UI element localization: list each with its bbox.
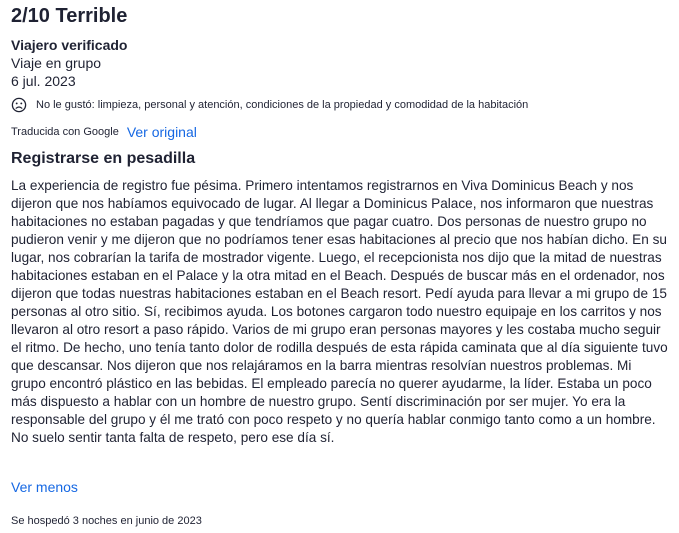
frown-face-icon (11, 97, 27, 113)
stay-info: Se hospedó 3 noches en junio de 2023 (11, 515, 202, 527)
dislike-text: No le gustó: limpieza, personal y atención, condiciones de la propiedad y comodidad de la habitación (36, 99, 529, 111)
translation-note: Traducida con Google (11, 126, 119, 138)
review-rating: 2/10 Terrible (11, 5, 128, 27)
dislike-summary (11, 96, 528, 114)
review-body: La experiencia de registro fue pésima. Primero intentamos registrarnos en Viva Dominicus Beach y nos dijeron que nos habíamos equivocado de lugar. Al llegar a Dominicus Palace, nos informaron que nuestras habitaciones no estaban pagadas y que tendríamos que pagar cuatro. Dos personas de nuestro grupo no pudieron venir y me dijeron que no podríamos tener esas habitaciones al precio que nos habían dicho. En su lugar, nos cobrarían la tarifa de mostrador vigente. Luego, el recepcionista nos dijo que la mitad de nuestras habitaciones estaban en el Palace y la otra mitad en el Beach. Después de buscar más en el ordenador, nos dijeron que todas nuestras habitaciones estaban en el Beach resort. Pedí ayuda para llevar a mi grupo de 15 personas al otro sitio. Sí, recibimos ayuda. Los botones cargaron todo nuestro equipaje en los carritos y nos llevaron al otro resort a paso rápido. Varios de mi grupo eran personas mayores y les costaba mucho seguir el ritmo. De hecho, uno tenía tanto dolor de rodilla después de esta rápida caminata que al día siguiente tuvo que descansar. Nos dijeron que nos relajáramos en la barra mientras resolvían nuestros problemas. Mi grupo encontró plástico en las bebidas. El empleado parecía no querer ayudarme, la líder. Estaba un poco más dispuesto a hablar con un hombre de nuestro grupo. Sentí discriminación por ser mujer. Yo era la responsable del grupo y él me trató con poco respeto y no quería hablar conmigo tanto como a un hombre. No suelo sentir tanta falta de respeto, pero ese día sí. (11, 178, 668, 446)
view-less-link[interactable]: Ver menos (11, 479, 78, 495)
review-date: 6 jul. 2023 (11, 73, 76, 89)
view-original-link[interactable]: Ver original (126, 124, 197, 140)
review-trip-type: Viaje en grupo (11, 55, 102, 71)
translation-row (11, 123, 197, 141)
review-author: Viajero verificado (11, 37, 128, 53)
review-title: Registrarse en pesadilla (11, 150, 196, 167)
